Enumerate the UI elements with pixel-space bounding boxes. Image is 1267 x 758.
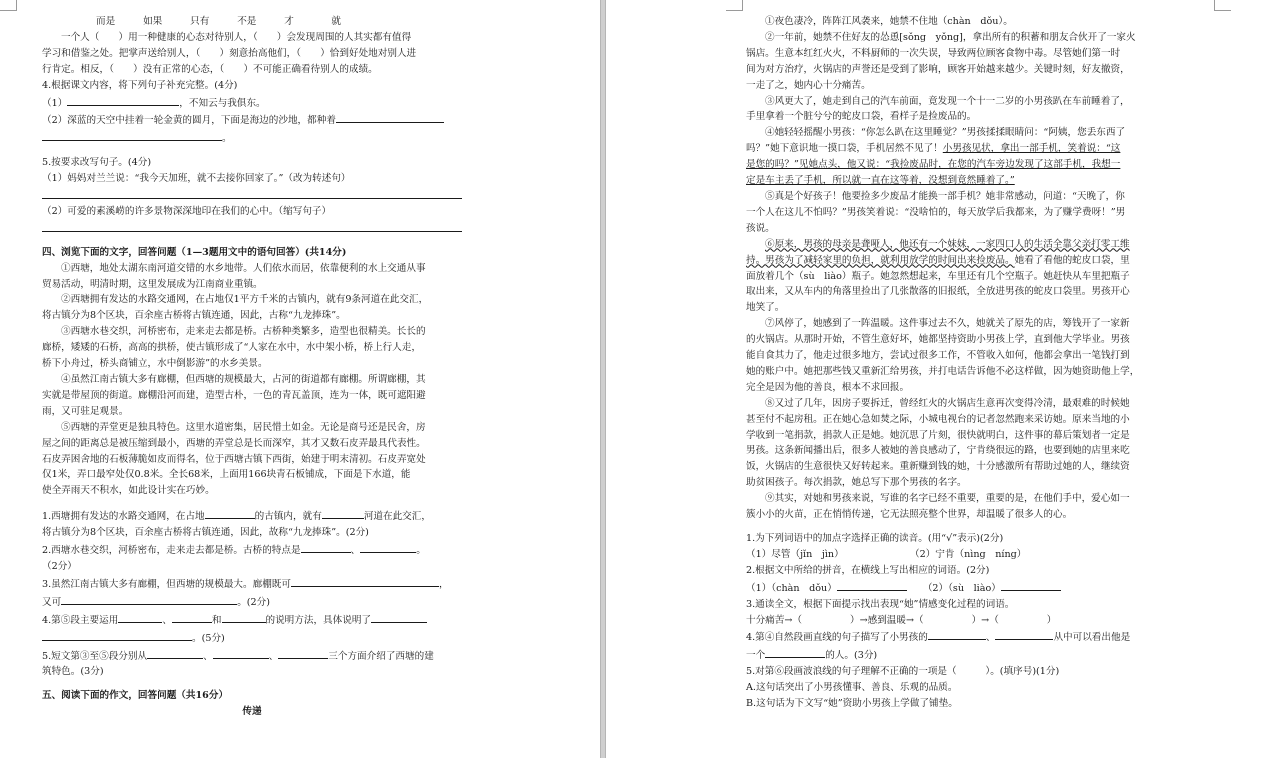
question-options — [746, 547, 1181, 563]
passage-line — [746, 253, 1181, 269]
passage-line: 面放着几个（sù liào）瓶子。她忽然想起来，车里还有几个空瓶子。她赶快从车里把瓶子 — [746, 270, 1130, 282]
passage-line: ④虽然江南古镇大多有廊棚，但西塘的规模最大，占河的街道都有廊棚。所谓廊棚，其 — [61, 374, 426, 385]
answer-blank[interactable] — [837, 579, 907, 591]
choice-option[interactable]: B.这句话为下文写“她”资助小男孩上学做了铺垫。 — [746, 698, 958, 710]
page-corner-mark — [0, 0, 17, 11]
question-title: 1.为下列词语中的加点字选择正确的读音。(用“√”表示)(2分) — [746, 533, 1004, 544]
passage-line: ②西塘拥有发达的水路交通网，在占地仅1平方千米的古镇内，就有9条河道在此交汇， — [61, 294, 429, 306]
essay-title: 传递 — [242, 706, 262, 718]
passage-line: 屋之间的距离总是被压缩到最小，西塘的弄堂总是长而深窄，其才又数石皮弄最具代表性。 — [42, 437, 426, 449]
punctuation: 、 — [268, 650, 279, 662]
document-page-left — [0, 0, 600, 758]
question-text: 5.短文第③至⑤段分别从 — [42, 650, 148, 662]
passage-line: 仅1米，弄口最窄处仅0.8米。全长68米，上面用166块青石板铺成，下面是下水道，能 — [42, 469, 411, 481]
fill-line: 行肯定。相反，（ ）没有正常的心态，（ ）不可能正确看待别人的成绩。 — [42, 63, 378, 75]
question-line: 。 — [42, 129, 462, 147]
question-text: 3.虽然江南古镇大多有廊棚，但西塘的规模最大。廊棚既可 — [42, 578, 291, 590]
word-option: 就 — [331, 16, 341, 27]
section-heading: 五、阅读下面的作文，回答问题（共16分） — [42, 690, 229, 702]
wavy-underlined-sentence: 持。男孩为了减轻家里的负担，就利用放学的时间出来捡废品。 — [746, 254, 1015, 266]
right-column — [746, 14, 1181, 712]
passage-line: 她的账户中。她把那些钱又重新汇给男孩，并打电话告诉他不必这样做，因为她资助他上学， — [746, 365, 1140, 377]
question-title: 4.根据课文内容，将下列句子补充完整。(4分) — [42, 79, 238, 91]
word-option: 而是 — [96, 16, 116, 27]
question-text: （2）深蓝的天空中挂着一轮金黄的圆月，下面是海边的沙地，都种着 — [42, 115, 336, 127]
passage-line — [746, 237, 1181, 253]
question-text: ，不知云与我俱东。 — [179, 97, 266, 109]
punctuation: ， — [439, 578, 449, 590]
question-line — [42, 629, 462, 647]
passage-line: ④她轻轻摇醒小男孩：“你怎么趴在这里睡觉？”男孩揉揉眼睛问：“阿姨，您丢东西了 — [765, 127, 1126, 139]
question-text: 将古镇分为8个区块，百余座古桥将古镇连通，因此，故称“九龙捧珠”。(2分) — [42, 527, 369, 539]
word-option: 才 — [284, 16, 294, 27]
passage-text: 吗？”她下意识地一摸口袋，手机居然不见了！ — [746, 143, 943, 155]
answer-line[interactable] — [42, 220, 462, 232]
passage-line: 甚至付不起房租。正在她心急如焚之际，小城电视台的记者忽然跑来采访她。原来当地的小 — [746, 413, 1130, 425]
answer-blank[interactable] — [222, 611, 266, 623]
page-corner-mark — [726, 0, 743, 11]
punctuation: 、 — [162, 614, 172, 626]
underlined-sentence: 定是车主丢了手机，所以就一直在这等着，没想到竟然睡着了。” — [746, 175, 1015, 187]
answer-blank[interactable] — [278, 647, 328, 659]
answer-blank[interactable] — [172, 611, 212, 623]
choice-option[interactable]: A.这句话突出了小男孩懂事、善良、乐观的品质。 — [746, 682, 958, 694]
passage-line: 廊桥，矮矮的石桥，高高的拱桥，使古镇形成了“人家在水中，水中架小桥，桥上行人走， — [42, 342, 422, 354]
question-line — [42, 507, 462, 525]
passage-line: 石皮弄困舍地的石板薄脆如皮而得名，位于西塘古镇下西街，始建于明末清初。石皮弄宽处 — [42, 453, 426, 465]
question-text: 的古镇内，就有 — [254, 511, 322, 523]
passage-line: ①夜色凄冷，阵阵江风袭来，她禁不住地（chàn dǒu）。 — [765, 16, 1013, 27]
question-text: 1.西塘拥有发达的水路交通网，在占地 — [42, 511, 205, 523]
punctuation: 、 — [985, 632, 996, 644]
passage-line: ③西塘水巷交织，河桥密布，走来走去都是桥。古桥种类繁多，造型也很精美。长长的 — [61, 326, 426, 338]
passage-line: ⑦风停了，她感到了一阵温暖。这件事过去不久，她就关了原先的店，筹钱开了一家新 — [765, 318, 1130, 330]
question-text: 河道在此交汇， — [363, 511, 431, 523]
answer-blank[interactable] — [1001, 579, 1061, 591]
underlined-sentence: 是您的吗？”见她点头，他又说：“我捡废品时，在您的汽车旁边发现了这部手机，我想一 — [746, 159, 1121, 171]
passage-line: 完全是因为他的善良，根本不求回报。 — [746, 381, 910, 393]
question-line — [42, 575, 462, 593]
passage-line: 饭，火锅店的生意很快又好转起来。重新赚到钱的她，十分感激所有帮助过她的人，继续资 — [746, 461, 1130, 473]
passage-line: 雨，又可驻足观景。 — [42, 405, 129, 417]
answer-blank[interactable] — [336, 111, 444, 123]
question-prefix: （1） — [42, 97, 68, 109]
underlined-sentence: 小男孩见状，拿出一部手机，笑着说：“这 — [942, 143, 1121, 155]
passage-line: 将古镇分为8个区块，百余座古桥将古镇连通，因此，古称“九龙捧珠”。 — [42, 310, 346, 322]
passage-line: 手里拿着一个脏兮兮的蛇皮口袋，看样子是捡废品的。 — [746, 111, 977, 123]
page-corner-mark — [1214, 0, 1231, 11]
question-text: 的人。(3分) — [825, 650, 878, 662]
answer-blank[interactable] — [67, 94, 179, 106]
passage-chuandi — [746, 14, 1181, 523]
question-score: 。(2分) — [237, 596, 270, 608]
question-text: （2）可爱的素溪崂的许多景物深深地印在我们的心中。（缩写句子） — [42, 205, 332, 217]
passage-line: 的火锅店。从那时开始，不管生意好坏，她都坚持资助小男孩上学，直到他大学毕业。男孩 — [746, 334, 1130, 346]
answer-blank[interactable] — [118, 611, 162, 623]
question-text: 三个方面介绍了西塘的建 — [328, 650, 434, 662]
word-option: 如果 — [143, 16, 163, 27]
passage-line: 助贫困孩子。每次捐款，她总写下那个男孩的名字。 — [746, 477, 967, 489]
passage-line: 一个人在这儿不怕吗？”男孩笑着说：“没啥怕的，每天放学后我都来，为了赚学费呀！”男 — [746, 206, 1126, 218]
answer-blank[interactable] — [147, 647, 203, 659]
question-line — [42, 111, 462, 129]
question-line — [42, 94, 462, 112]
passage-line: 使全弄雨天不积水，如此设计实在巧妙。 — [42, 485, 215, 497]
passage-line: 取出来，又从车内的角落里捡出了几张散落的旧报纸，全放进男孩的蛇皮口袋里。男孩开心 — [746, 286, 1130, 298]
word-bank — [42, 14, 462, 30]
passage-line: 锅店。生意本红红火火，不料厨师的一次失误，导致两位顾客食物中毒。尽管她们第一时 — [746, 47, 1121, 59]
question-text: 2.西塘水巷交织，河桥密布，走来走去都是桥。古桥的特点是 — [42, 545, 301, 557]
question-text: 4.第④自然段画直线的句子描写了小男孩的 — [746, 632, 928, 644]
question-score: 。(5分) — [192, 632, 225, 644]
answer-blank[interactable] — [322, 507, 364, 519]
question-text: 一个 — [746, 650, 766, 662]
passage-line: ⑤西塘的弄堂更是独具特色。这里水道密集，居民惜土如金。无论是商号还是民舍，房 — [61, 421, 426, 433]
question-score: （2分） — [42, 560, 77, 572]
left-column — [42, 14, 462, 720]
passage-line: ②一年前，她禁不住好友的怂恿[sǒng yǒng]，拿出所有的积蓄和朋友合伙开了一家火 — [765, 31, 1136, 43]
question-line — [746, 628, 1181, 646]
question-text: 4.第⑤段主要运用 — [42, 614, 119, 626]
passage-line: 贸易活动，明清时期，这里发展成为江南商业重镇。 — [42, 278, 263, 290]
answer-blank[interactable] — [213, 647, 269, 659]
question-text: 从中可以看出他是 — [1053, 632, 1131, 644]
answer-blank[interactable] — [995, 628, 1053, 640]
word-option: 不是 — [237, 16, 257, 27]
passage-line: ⑤真是个好孩子！他要捡多少废品才能换一部手机？她非常感动，问道：“天晚了，你 — [765, 190, 1125, 202]
passage-line: 一走了之，她内心十分痛苦。 — [746, 79, 871, 91]
punctuation: 。 — [416, 545, 426, 557]
question-line — [42, 593, 462, 611]
question-text: 筑特色。(3分) — [42, 666, 104, 678]
question-title: 5.对第⑥段画波浪线的句子理解不正确的一项是（ ）。(填序号)(1分) — [746, 666, 1060, 678]
passage-xitang — [42, 261, 462, 500]
passage-line — [746, 157, 1181, 173]
punctuation: 、 — [350, 545, 361, 557]
passage-line: 实就是带屋顶的街道。廊棚沿河而建，造型古朴，一色的青瓦盖顶，连为一体，既可遮阳避 — [42, 389, 426, 401]
passage-line: 间为对方治疗，火锅店的声誉还是受到了影响，顾客开始越来越少。关键时刻，好友撤资， — [746, 63, 1130, 75]
pinyin-prompt: （2）（sù liào） — [922, 582, 1001, 594]
answer-blank[interactable] — [42, 129, 222, 141]
fill-line: 一个人（ ）用一种健康的心态对待别人，（ ）会发现周围的人其实都有值得 — [61, 31, 412, 43]
passage-text: 她看了看他的蛇皮口袋，里 — [1014, 254, 1130, 266]
option[interactable]: （1）尽管（jǐn jìn） — [746, 548, 844, 560]
question-text: 的说明方法，具体说明了 — [265, 614, 372, 626]
passage-line: 学收到一笔捐款，捐款人正是她。她沉思了片刻，很快就明白，这件事的幕后策划者一定是 — [746, 429, 1130, 441]
section-heading: 四、浏览下面的文字，回答问题（1—3题用文中的语句回答）(共14分) — [42, 246, 347, 258]
passage-line: ①西塘，地处太湖东南河道交错的水乡地带。人们依水而居，依靠便利的水上交通从事 — [61, 262, 426, 274]
passage-line: ⑨其实，对她和男孩来说，写谁的名字已经不重要，重要的是，在他们手中，爱心如一 — [765, 493, 1130, 505]
punctuation: 、 — [203, 650, 213, 662]
word-option: 只有 — [190, 16, 210, 27]
answer-blank[interactable] — [301, 541, 351, 553]
fill-line: 学习和借鉴之处。把掌声送给别人，（ ）刻意抬高他们，（ ）恰到好处地对别人进 — [42, 47, 417, 59]
answer-blank[interactable] — [291, 575, 439, 587]
passage-line: ⑧又过了几年，因房子要拆迁，曾经红火的火锅店生意再次变得冷清，最艰难的时候她 — [765, 397, 1130, 409]
question-line — [746, 646, 1181, 664]
answer-blank[interactable] — [765, 646, 825, 658]
passage-line: 地笑了。 — [746, 302, 785, 314]
passage-line — [746, 141, 1181, 157]
question-text: （1）妈妈对兰兰说：“我今天加班，就不去接你回家了。”（改为转述句） — [42, 173, 351, 185]
question-line — [746, 579, 1181, 597]
passage-line: 男孩。这条新闻播出后，很多人被她的善良感动了，宁肯绕很远的路，也要到她的店里来吃 — [746, 445, 1130, 457]
passage-line: 能自食其力了，他走过很多地方，尝试过很多工作，不管收入如何，他都会拿出一笔钱打到 — [746, 350, 1130, 362]
answer-blank[interactable] — [42, 629, 192, 641]
passage-line: 孩说。 — [746, 222, 775, 234]
passage-line: 簇小小的火苗，正在悄悄传递，它无法照亮整个世界，却温暖了很多人的心。 — [746, 509, 1073, 521]
answer-blank[interactable] — [371, 611, 427, 623]
question-text: 和 — [211, 614, 222, 626]
answer-blank[interactable] — [928, 628, 986, 640]
answer-blank[interactable] — [205, 507, 255, 519]
question-line — [42, 611, 462, 629]
question-line — [42, 541, 462, 559]
question-line: 十分痛苦→（ ）→感到温暖→（ ）→（ ） — [746, 614, 1057, 626]
question-text: 又可 — [42, 596, 62, 608]
answer-line[interactable] — [42, 187, 462, 199]
answer-blank[interactable] — [61, 593, 237, 605]
wavy-underlined-sentence: ⑥原来，男孩的母亲是聋哑人，他还有一个妹妹，一家四口人的生活全靠父亲打零工维 — [765, 238, 1130, 250]
question-title: 2.根据文中所给的拼音，在横线上写出相应的词语。(2分) — [746, 564, 990, 576]
answer-blank[interactable] — [360, 541, 416, 553]
question-title: 5.按要求改写句子。(4分) — [42, 157, 152, 169]
question-line — [42, 647, 462, 665]
passage-line: 桥下小舟过，桥头商铺立，水中倒影游”的水乡美景。 — [42, 358, 268, 370]
question-title: 3.通读全文，根据下面提示找出表现“她”情感变化过程的词语。 — [746, 598, 1015, 610]
passage-line: ③风更大了，她走到自己的汽车前面，竟发现一个十一二岁的小男孩趴在车前睡着了， — [765, 95, 1130, 107]
option[interactable]: （2）宁肯（nìng níng） — [910, 548, 1027, 560]
pinyin-prompt: （1）（chàn dǒu） — [746, 582, 837, 594]
document-page-right — [606, 0, 1267, 758]
passage-line — [746, 173, 1181, 189]
